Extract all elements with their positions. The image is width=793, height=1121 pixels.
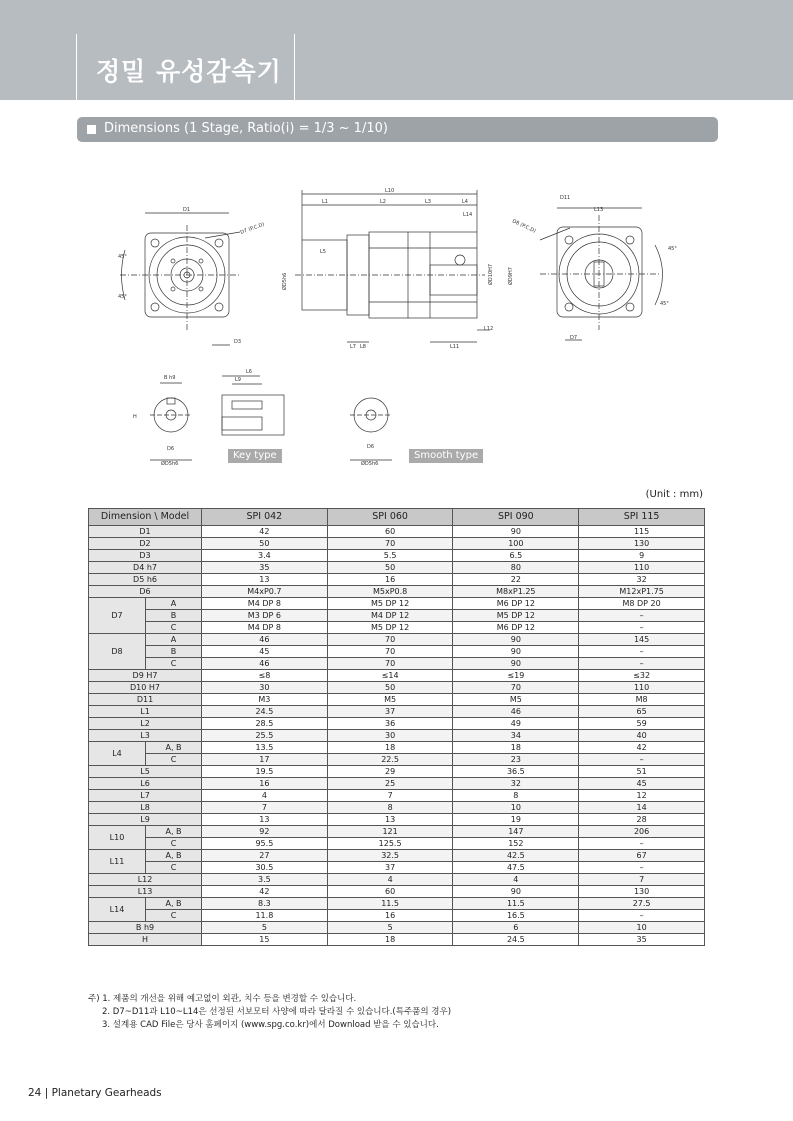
- table-cell: 12: [579, 790, 705, 802]
- header-spi-090: SPI 090: [453, 509, 579, 526]
- table-cell: 42: [579, 742, 705, 754]
- label-d5h6: ØD5h6: [282, 272, 288, 290]
- table-cell: 29: [327, 766, 453, 778]
- table-cell: M8xP1.25: [453, 586, 579, 598]
- label-d6-smooth: D6: [367, 444, 375, 450]
- table-row: [89, 922, 705, 934]
- table-cell: 18: [453, 742, 579, 754]
- table-cell: 90: [453, 634, 579, 646]
- row-sub-label: A: [146, 598, 202, 610]
- page-header: [0, 0, 793, 100]
- label-d5h6-smooth: ØD5h6: [361, 461, 379, 467]
- table-cell: 18: [327, 934, 453, 946]
- row-sub-label: B: [146, 646, 202, 658]
- table-row: [89, 886, 705, 898]
- table-cell: 19.5: [202, 766, 328, 778]
- table-cell: M4 DP 12: [327, 610, 453, 622]
- table-cell: 70: [453, 682, 579, 694]
- table-cell: 7: [327, 790, 453, 802]
- table-row: [89, 838, 705, 850]
- table-cell: 90: [453, 886, 579, 898]
- table-cell: 46: [453, 706, 579, 718]
- table-cell: 5.5: [327, 550, 453, 562]
- table-row: [89, 586, 705, 598]
- table-cell: M6 DP 12: [453, 598, 579, 610]
- table-cell: 60: [327, 526, 453, 538]
- row-sub-label: C: [146, 910, 202, 922]
- label-d11: D11: [560, 195, 571, 201]
- table-cell: 5: [202, 922, 328, 934]
- table-cell: ≤19: [453, 670, 579, 682]
- table-cell: 95.5: [202, 838, 328, 850]
- table-cell: 27: [202, 850, 328, 862]
- table-cell: 46: [202, 658, 328, 670]
- table-cell: 16: [202, 778, 328, 790]
- row-label: L9: [89, 814, 202, 826]
- row-label: L6: [89, 778, 202, 790]
- table-row: [89, 730, 705, 742]
- row-label: B h9: [89, 922, 202, 934]
- row-group-label: L14: [89, 898, 146, 922]
- table-cell: 125.5: [327, 838, 453, 850]
- label-bh9: B h9: [164, 375, 176, 381]
- table-cell: –: [579, 622, 705, 634]
- label-d8-pcd: D8 (P.C.D): [511, 218, 537, 235]
- table-row: [89, 910, 705, 922]
- table-cell: 6: [453, 922, 579, 934]
- table-cell: 152: [453, 838, 579, 850]
- table-cell: 16: [327, 574, 453, 586]
- table-cell: 59: [579, 718, 705, 730]
- table-cell: 30: [202, 682, 328, 694]
- table-row: [89, 874, 705, 886]
- label-l5: L5: [320, 249, 326, 255]
- table-cell: 30: [327, 730, 453, 742]
- row-sub-label: B: [146, 610, 202, 622]
- label-l3: L3: [425, 199, 431, 205]
- table-cell: 110: [579, 562, 705, 574]
- table-cell: M4 DP 8: [202, 622, 328, 634]
- table-cell: 13: [202, 574, 328, 586]
- unit-label: (Unit : mm): [645, 489, 703, 500]
- table-row: [89, 934, 705, 946]
- table-cell: 11.8: [202, 910, 328, 922]
- table-row: [89, 562, 705, 574]
- dimensions-table: [88, 508, 705, 946]
- table-cell: 51: [579, 766, 705, 778]
- table-cell: 7: [202, 802, 328, 814]
- table-cell: 90: [453, 646, 579, 658]
- table-row: [89, 826, 705, 838]
- page-title: 정밀 유성감속기: [96, 57, 282, 86]
- front-view-right: [540, 208, 663, 340]
- front-view-left: [120, 213, 240, 345]
- table-cell: 45: [202, 646, 328, 658]
- table-row: [89, 742, 705, 754]
- table-cell: 30.5: [202, 862, 328, 874]
- smooth-type-tag: Smooth type: [409, 449, 483, 463]
- table-cell: 92: [202, 826, 328, 838]
- label-l2: L2: [380, 199, 386, 205]
- table-cell: –: [579, 658, 705, 670]
- label-l7: L7: [350, 344, 356, 350]
- row-sub-label: A: [146, 634, 202, 646]
- table-cell: 34: [453, 730, 579, 742]
- row-group-label: L10: [89, 826, 146, 850]
- table-cell: 27.5: [579, 898, 705, 910]
- table-cell: 22.5: [327, 754, 453, 766]
- note-3: 3. 설계용 CAD File은 당사 홈페이지 (www.spg.co.kr)에서 Download 받을 수 있습니다.: [102, 1020, 439, 1030]
- table-cell: 15: [202, 934, 328, 946]
- table-row: [89, 538, 705, 550]
- table-cell: 17: [202, 754, 328, 766]
- table-cell: 50: [202, 538, 328, 550]
- table-cell: 3.4: [202, 550, 328, 562]
- table-cell: 67: [579, 850, 705, 862]
- table-cell: –: [579, 754, 705, 766]
- table-cell: 13.5: [202, 742, 328, 754]
- table-cell: 130: [579, 538, 705, 550]
- label-l4: L4: [462, 199, 468, 205]
- table-cell: –: [579, 610, 705, 622]
- table-cell: 8: [453, 790, 579, 802]
- table-cell: 90: [453, 658, 579, 670]
- row-group-label: D8: [89, 634, 146, 670]
- row-label: L7: [89, 790, 202, 802]
- key-type-tag: Key type: [228, 449, 282, 463]
- table-cell: 13: [327, 814, 453, 826]
- label-angle-3: 45°: [668, 246, 677, 252]
- label-l10: L10: [385, 188, 395, 194]
- table-row: [89, 694, 705, 706]
- section-bar: [77, 117, 718, 142]
- row-sub-label: A, B: [146, 898, 202, 910]
- table-cell: 35: [579, 934, 705, 946]
- table-cell: 23: [453, 754, 579, 766]
- table-cell: 46: [202, 634, 328, 646]
- row-label: D11: [89, 694, 202, 706]
- table-cell: 18: [327, 742, 453, 754]
- table-cell: 50: [327, 682, 453, 694]
- technical-drawings: [0, 180, 793, 480]
- label-l8: L8: [360, 344, 366, 350]
- table-cell: ≤32: [579, 670, 705, 682]
- row-sub-label: A, B: [146, 742, 202, 754]
- table-row: [89, 706, 705, 718]
- table-cell: 60: [327, 886, 453, 898]
- table-cell: M4 DP 8: [202, 598, 328, 610]
- table-cell: M5: [453, 694, 579, 706]
- label-d7: D7: [570, 335, 578, 341]
- row-sub-label: A, B: [146, 850, 202, 862]
- table-cell: 8.3: [202, 898, 328, 910]
- bullet-square-icon: [87, 125, 96, 134]
- row-label: D9 H7: [89, 670, 202, 682]
- table-cell: 6.5: [453, 550, 579, 562]
- table-row: [89, 898, 705, 910]
- table-cell: 37: [327, 706, 453, 718]
- table-cell: M6 DP 12: [453, 622, 579, 634]
- table-cell: 4: [453, 874, 579, 886]
- table-row: [89, 766, 705, 778]
- table-cell: 47.5: [453, 862, 579, 874]
- table-cell: M4xP0.7: [202, 586, 328, 598]
- table-cell: 14: [579, 802, 705, 814]
- table-cell: 36: [327, 718, 453, 730]
- table-cell: 42.5: [453, 850, 579, 862]
- table-cell: M3: [202, 694, 328, 706]
- table-cell: 16: [327, 910, 453, 922]
- table-row: [89, 610, 705, 622]
- table-cell: 24.5: [453, 934, 579, 946]
- label-d6-key: D6: [167, 446, 175, 452]
- table-row: [89, 814, 705, 826]
- table-row: [89, 550, 705, 562]
- table-cell: –: [579, 646, 705, 658]
- page-footer: 24 | Planetary Gearheads: [28, 1087, 162, 1099]
- table-cell: 9: [579, 550, 705, 562]
- table-cell: –: [579, 862, 705, 874]
- table-cell: 4: [327, 874, 453, 886]
- label-d5h6-key: ØD5h6: [161, 461, 179, 467]
- row-group-label: L4: [89, 742, 146, 766]
- table-cell: M12xP1.75: [579, 586, 705, 598]
- table-cell: 37: [327, 862, 453, 874]
- table-cell: 40: [579, 730, 705, 742]
- table-cell: 100: [453, 538, 579, 550]
- table-row: [89, 778, 705, 790]
- row-label: D1: [89, 526, 202, 538]
- row-label: L13: [89, 886, 202, 898]
- row-label: D5 h6: [89, 574, 202, 586]
- label-l6: L6: [246, 369, 252, 375]
- header-spi-060: SPI 060: [327, 509, 453, 526]
- table-cell: –: [579, 910, 705, 922]
- table-row: [89, 850, 705, 862]
- table-cell: ≤8: [202, 670, 328, 682]
- row-label: L2: [89, 718, 202, 730]
- header-spi-115: SPI 115: [579, 509, 705, 526]
- row-label: L5: [89, 766, 202, 778]
- table-cell: M3 DP 6: [202, 610, 328, 622]
- row-label: L3: [89, 730, 202, 742]
- drawings-svg: [0, 180, 793, 480]
- table-cell: 11.5: [453, 898, 579, 910]
- table-cell: 10: [453, 802, 579, 814]
- table-row: [89, 598, 705, 610]
- table-cell: 32: [579, 574, 705, 586]
- row-label: H: [89, 934, 202, 946]
- table-cell: 49: [453, 718, 579, 730]
- table-cell: 70: [327, 658, 453, 670]
- header-spi-042: SPI 042: [202, 509, 328, 526]
- table-cell: 32.5: [327, 850, 453, 862]
- header-dimension-model: Dimension \ Model: [89, 509, 202, 526]
- table-cell: 110: [579, 682, 705, 694]
- label-l12: L12: [484, 326, 494, 332]
- note-1: 주) 1. 제품의 개선을 위해 예고없이 외관, 치수 등을 변경할 수 있습니다.: [88, 994, 357, 1004]
- table-cell: 70: [327, 646, 453, 658]
- label-angle-2: 45°: [118, 294, 127, 300]
- table-cell: M5 DP 12: [453, 610, 579, 622]
- table-cell: –: [579, 838, 705, 850]
- table-header-row: [89, 509, 705, 526]
- row-label: D6: [89, 586, 202, 598]
- table-cell: 130: [579, 886, 705, 898]
- table-cell: 28: [579, 814, 705, 826]
- smooth-type-detail: [350, 398, 392, 460]
- table-cell: 13: [202, 814, 328, 826]
- label-h: H: [133, 414, 137, 420]
- row-group-label: L11: [89, 850, 146, 874]
- table-cell: 3.5: [202, 874, 328, 886]
- section-title: Dimensions (1 Stage, Ratio(i) = 1/3 ~ 1/10): [104, 121, 388, 136]
- table-cell: 45: [579, 778, 705, 790]
- table-cell: 24.5: [202, 706, 328, 718]
- table-cell: 36.5: [453, 766, 579, 778]
- label-d1: D1: [183, 207, 191, 213]
- table-cell: 19: [453, 814, 579, 826]
- table-cell: M5 DP 12: [327, 622, 453, 634]
- table-cell: M8: [579, 694, 705, 706]
- table-cell: 7: [579, 874, 705, 886]
- label-d7-pcd: D7 (P.C.D): [239, 221, 266, 236]
- label-d10h7: ØD10H7: [488, 263, 494, 285]
- table-cell: 22: [453, 574, 579, 586]
- label-angle-4: 45°: [660, 301, 669, 307]
- label-angle-1: 45°: [118, 254, 127, 260]
- table-cell: 65: [579, 706, 705, 718]
- table-cell: 32: [453, 778, 579, 790]
- table-cell: 70: [327, 634, 453, 646]
- table-row: [89, 802, 705, 814]
- label-l9: L9: [235, 377, 241, 383]
- label-l11: L11: [450, 344, 460, 350]
- table-cell: 11.5: [327, 898, 453, 910]
- header-divider-right: [294, 34, 295, 100]
- table-row: [89, 718, 705, 730]
- footnotes: [88, 993, 451, 1032]
- table-cell: 10: [579, 922, 705, 934]
- row-sub-label: C: [146, 862, 202, 874]
- row-sub-label: C: [146, 658, 202, 670]
- row-label: D4 h7: [89, 562, 202, 574]
- table-row: [89, 670, 705, 682]
- row-sub-label: A, B: [146, 826, 202, 838]
- table-cell: 5: [327, 922, 453, 934]
- row-sub-label: C: [146, 622, 202, 634]
- table-row: [89, 622, 705, 634]
- table-cell: 25: [327, 778, 453, 790]
- table-cell: 8: [327, 802, 453, 814]
- drawing-dimension-labels: [118, 188, 677, 467]
- table-row: [89, 658, 705, 670]
- table-cell: 115: [579, 526, 705, 538]
- row-label: L12: [89, 874, 202, 886]
- table-cell: M5 DP 12: [327, 598, 453, 610]
- table-cell: M8 DP 20: [579, 598, 705, 610]
- label-d9h7: ØD9H7: [508, 267, 514, 285]
- table-cell: 147: [453, 826, 579, 838]
- row-sub-label: C: [146, 838, 202, 850]
- table-row: [89, 634, 705, 646]
- row-label: L1: [89, 706, 202, 718]
- row-group-label: D7: [89, 598, 146, 634]
- table-row: [89, 646, 705, 658]
- table-row: [89, 682, 705, 694]
- label-l14: L14: [463, 212, 473, 218]
- table-cell: 42: [202, 526, 328, 538]
- table-cell: 145: [579, 634, 705, 646]
- note-2: 2. D7~D11과 L10~L14은 선정된 서보모터 사양에 따라 달라질 수 있습니다.(특주품의 경우): [102, 1007, 452, 1017]
- table-cell: 206: [579, 826, 705, 838]
- row-label: D3: [89, 550, 202, 562]
- table-cell: 42: [202, 886, 328, 898]
- table-row: [89, 574, 705, 586]
- table-cell: 4: [202, 790, 328, 802]
- row-sub-label: C: [146, 754, 202, 766]
- table-cell: M5: [327, 694, 453, 706]
- table-cell: 28.5: [202, 718, 328, 730]
- row-label: D2: [89, 538, 202, 550]
- table-cell: 80: [453, 562, 579, 574]
- table-cell: 25.5: [202, 730, 328, 742]
- label-d3: D3: [234, 339, 242, 345]
- table-cell: 90: [453, 526, 579, 538]
- row-label: D10 H7: [89, 682, 202, 694]
- table-row: [89, 526, 705, 538]
- table-cell: 16.5: [453, 910, 579, 922]
- header-divider-left: [76, 34, 77, 100]
- table-row: [89, 790, 705, 802]
- row-label: L8: [89, 802, 202, 814]
- table-cell: M5xP0.8: [327, 586, 453, 598]
- table-cell: ≤14: [327, 670, 453, 682]
- side-view: [295, 190, 490, 342]
- table-row: [89, 754, 705, 766]
- table-cell: 70: [327, 538, 453, 550]
- table-cell: 50: [327, 562, 453, 574]
- table-row: [89, 862, 705, 874]
- table-cell: 35: [202, 562, 328, 574]
- label-l1: L1: [322, 199, 328, 205]
- label-l13: L13: [594, 207, 604, 213]
- table-cell: 121: [327, 826, 453, 838]
